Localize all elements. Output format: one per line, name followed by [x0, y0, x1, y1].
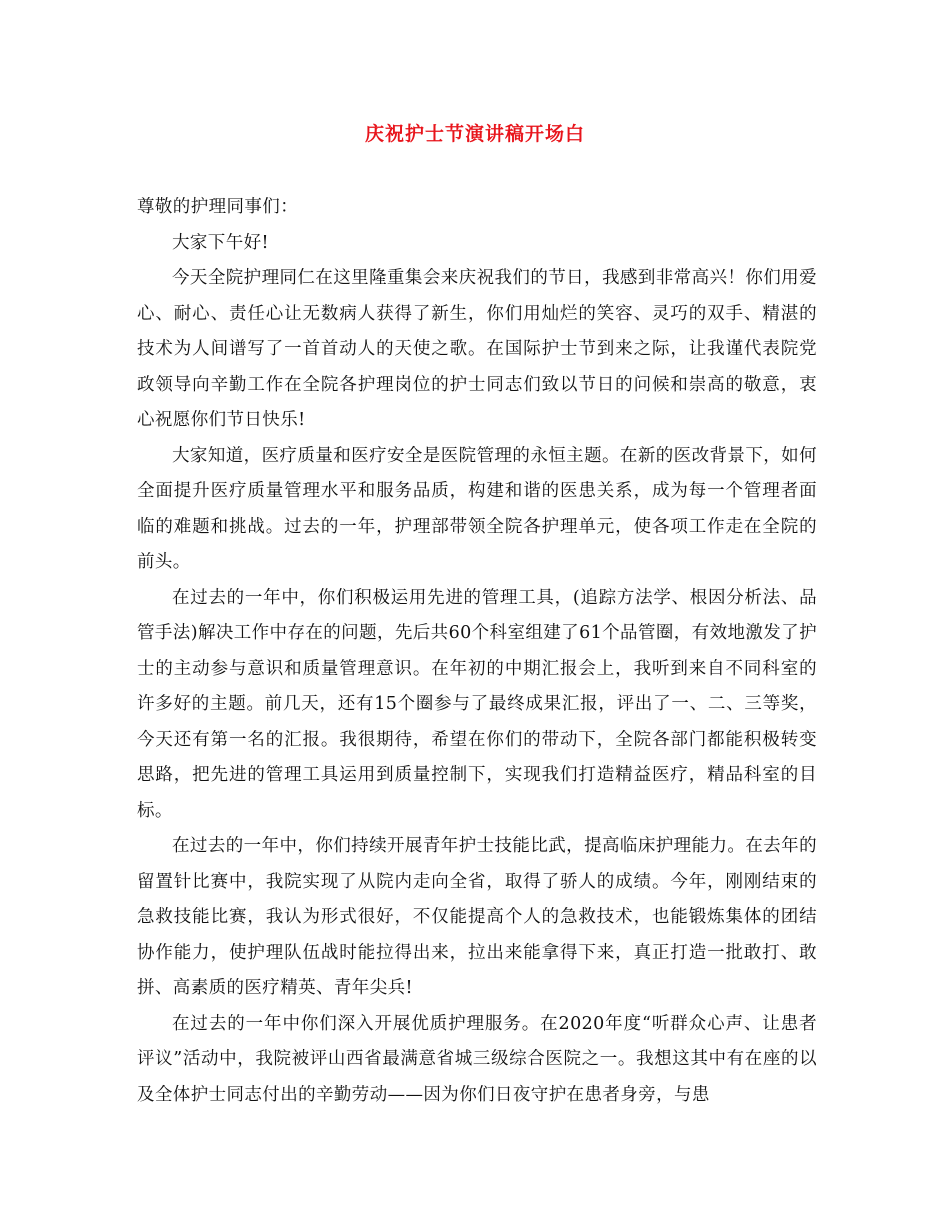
paragraph-celebration: 今天全院护理同仁在这里隆重集会来庆祝我们的节日，我感到非常高兴！你们用爱心、耐心、责任心让无数病人获得了新生，你们用灿烂的笑容、灵巧的双手、精湛的技术为人间谱写了一首首动人的天使之歌。在国际护士节到来之际，让我谨代表院党政领导向辛勤工作在全院各护理岗位的护士同志们致以节日的问候和崇高的敬意，衷心祝愿你们节日快乐!: [137, 268, 817, 430]
document-body: [137, 190, 817, 1113]
document-title: 庆祝护士节演讲稿开场白: [364, 123, 585, 145]
salutation: 尊敬的护理同事们：: [137, 197, 299, 217]
paragraph-management-tools: 在过去的一年中，你们积极运用先进的管理工具，(追踪方法学、根因分析法、品管手法)解决工作中存在的问题，先后共60个科室组建了61个品管圈，有效地激发了护士的主动参与意识和质量管理意识。在年初的中期汇报会上，我听到来自不同科室的许多好的主题。前几天，还有15个圈参与了最终成果汇报，评出了一、二、三等奖，今天还有第一名的汇报。我很期待，希望在你们的带动下，全院各部门都能积极转变思路，把先进的管理工具运用到质量控制下，实现我们打造精益医疗，精品科室的目标。: [137, 587, 817, 821]
paragraph-quality: 大家知道，医疗质量和医疗安全是医院管理的永恒主题。在新的医改背景下，如何全面提升医疗质量管理水平和服务品质，构建和谐的医患关系，成为每一个管理者面临的难题和挑战。过去的一年，护理部带领全院各护理单元，使各项工作走在全院的前头。: [137, 445, 817, 572]
paragraph-service: 在过去的一年中你们深入开展优质护理服务。在2020年度“听群众心声、让患者评议”活动中，我院被评山西省最满意省城三级综合医院之一。我想这其中有在座的以及全体护士同志付出的辛勤劳动——因为你们日夜守护在患者身旁，与患: [137, 1013, 817, 1105]
paragraph-greeting: 大家下午好!: [172, 232, 269, 253]
paragraph-skills: 在过去的一年中，你们持续开展青年护士技能比武，提高临床护理能力。在去年的留置针比赛中，我院实现了从院内走向全省，取得了骄人的成绩。今年，刚刚结束的急救技能比赛，我认为形式很好，不仅能提高个人的急救技术，也能锻炼集体的团结协作能力，使护理队伍战时能拉得出来，拉出来能拿得下来，真正打造一批敢打、敢拼、高素质的医疗精英、青年尖兵!: [137, 836, 817, 998]
